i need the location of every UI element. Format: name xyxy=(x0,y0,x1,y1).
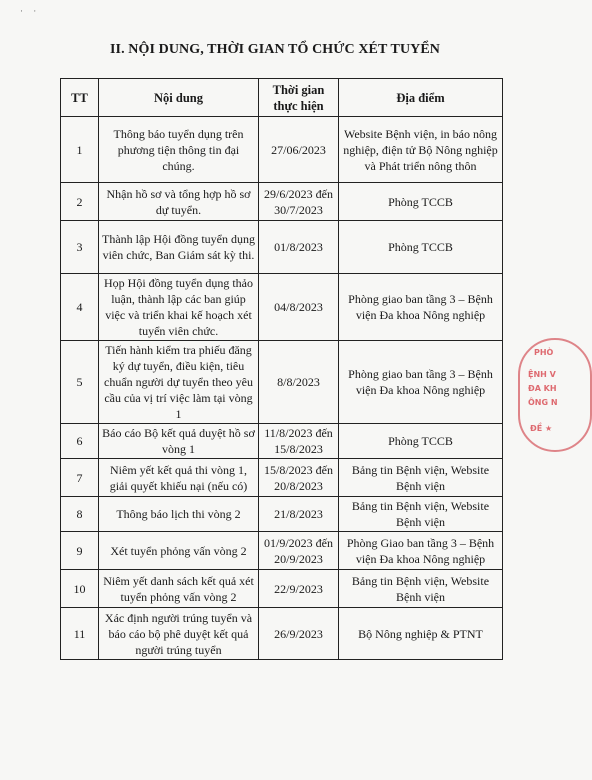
cell-dia-diem: Bộ Nông nghiệp & PTNT xyxy=(339,608,503,660)
cell-thoi-gian: 11/8/2023 đến 15/8/2023 xyxy=(259,424,339,459)
table-row xyxy=(61,117,503,183)
cell-tt: 7 xyxy=(61,459,99,497)
cell-thoi-gian: 01/8/2023 xyxy=(259,221,339,274)
header-tt: TT xyxy=(61,79,99,117)
cell-dia-diem: Phòng giao ban tầng 3 – Bệnh viện Đa khoa Nông nghiệp xyxy=(339,341,503,424)
cell-noi-dung: Tiến hành kiểm tra phiếu đăng ký dự tuyển, điều kiện, tiêu chuẩn người dự tuyển theo yêu cầu của vị trí việc làm tại vòng 1 xyxy=(99,341,259,424)
header-dia-diem: Địa điểm xyxy=(339,79,503,117)
cell-tt: 3 xyxy=(61,221,99,274)
stamp-line: ỆNH V xyxy=(528,370,556,379)
stamp-line: ÔNG N xyxy=(528,398,558,407)
cell-thoi-gian: 26/9/2023 xyxy=(259,608,339,660)
table-row xyxy=(61,221,503,274)
cell-dia-diem: Phòng Giao ban tầng 3 – Bệnh viện Đa khoa Nông nghiệp xyxy=(339,532,503,570)
cell-thoi-gian: 27/06/2023 xyxy=(259,117,339,183)
recruitment-schedule-table xyxy=(60,78,503,660)
table-row xyxy=(61,274,503,341)
stamp-line: ĐA KH xyxy=(528,384,557,393)
table-body xyxy=(61,117,503,660)
cell-noi-dung: Họp Hội đồng tuyển dụng thảo luận, thành lập các ban giúp việc và triển khai kế hoạch xét tuyển viên chức. xyxy=(99,274,259,341)
header-noi-dung: Nội dung xyxy=(99,79,259,117)
cell-dia-diem: Bảng tin Bệnh viện, Website Bệnh viện xyxy=(339,570,503,608)
table-row xyxy=(61,183,503,221)
stamp-line: ĐỀ ★ xyxy=(530,424,553,433)
cell-noi-dung: Niêm yết kết quả thi vòng 1, giải quyết khiếu nại (nếu có) xyxy=(99,459,259,497)
cell-thoi-gian: 15/8/2023 đến 20/8/2023 xyxy=(259,459,339,497)
table-row xyxy=(61,570,503,608)
scan-specks: · · xyxy=(20,6,41,16)
cell-dia-diem: Phòng TCCB xyxy=(339,424,503,459)
cell-dia-diem: Phòng giao ban tầng 3 – Bệnh viện Đa khoa Nông nghiệp xyxy=(339,274,503,341)
table-row xyxy=(61,459,503,497)
cell-tt: 8 xyxy=(61,497,99,532)
cell-thoi-gian: 29/6/2023 đến 30/7/2023 xyxy=(259,183,339,221)
cell-noi-dung: Nhận hồ sơ và tổng hợp hồ sơ dự tuyển. xyxy=(99,183,259,221)
table-row xyxy=(61,497,503,532)
cell-tt: 4 xyxy=(61,274,99,341)
cell-tt: 6 xyxy=(61,424,99,459)
cell-dia-diem: Website Bệnh viện, in báo nông nghiệp, điện tử Bộ Nông nghiệp và Phát triển nông thôn xyxy=(339,117,503,183)
table-header-row xyxy=(61,79,503,117)
cell-thoi-gian: 21/8/2023 xyxy=(259,497,339,532)
cell-noi-dung: Thông báo lịch thi vòng 2 xyxy=(99,497,259,532)
cell-tt: 1 xyxy=(61,117,99,183)
header-thoi-gian-line2: thực hiện xyxy=(273,99,324,113)
cell-noi-dung: Xét tuyển phỏng vấn vòng 2 xyxy=(99,532,259,570)
cell-thoi-gian: 01/9/2023 đến 20/9/2023 xyxy=(259,532,339,570)
table-row xyxy=(61,532,503,570)
table-row xyxy=(61,608,503,660)
cell-tt: 5 xyxy=(61,341,99,424)
header-thoi-gian-line1: Thời gian xyxy=(272,83,325,97)
cell-noi-dung: Niêm yết danh sách kết quả xét tuyển phỏng vấn vòng 2 xyxy=(99,570,259,608)
cell-dia-diem: Bảng tin Bệnh viện, Website Bệnh viện xyxy=(339,459,503,497)
cell-thoi-gian: 22/9/2023 xyxy=(259,570,339,608)
cell-tt: 9 xyxy=(61,532,99,570)
table-row xyxy=(61,341,503,424)
stamp-line: PHÒ xyxy=(534,348,554,357)
cell-dia-diem: Phòng TCCB xyxy=(339,221,503,274)
cell-thoi-gian: 8/8/2023 xyxy=(259,341,339,424)
header-thoi-gian xyxy=(259,79,339,117)
red-seal-stamp xyxy=(518,338,592,452)
cell-noi-dung: Thành lập Hội đồng tuyển dụng viên chức, Ban Giám sát kỳ thi. xyxy=(99,221,259,274)
cell-tt: 10 xyxy=(61,570,99,608)
section-heading: II. NỘI DUNG, THỜI GIAN TỔ CHỨC XÉT TUYỂN xyxy=(109,42,441,57)
cell-noi-dung: Báo cáo Bộ kết quả duyệt hồ sơ vòng 1 xyxy=(99,424,259,459)
cell-dia-diem: Bảng tin Bệnh viện, Website Bệnh viện xyxy=(339,497,503,532)
table-row xyxy=(61,424,503,459)
cell-tt: 2 xyxy=(61,183,99,221)
cell-tt: 11 xyxy=(61,608,99,660)
cell-noi-dung: Xác định người trúng tuyển và báo cáo bộ phê duyệt kết quả người trúng tuyển xyxy=(99,608,259,660)
cell-dia-diem: Phòng TCCB xyxy=(339,183,503,221)
cell-noi-dung: Thông báo tuyển dụng trên phương tiện thông tin đại chúng. xyxy=(99,117,259,183)
cell-thoi-gian: 04/8/2023 xyxy=(259,274,339,341)
